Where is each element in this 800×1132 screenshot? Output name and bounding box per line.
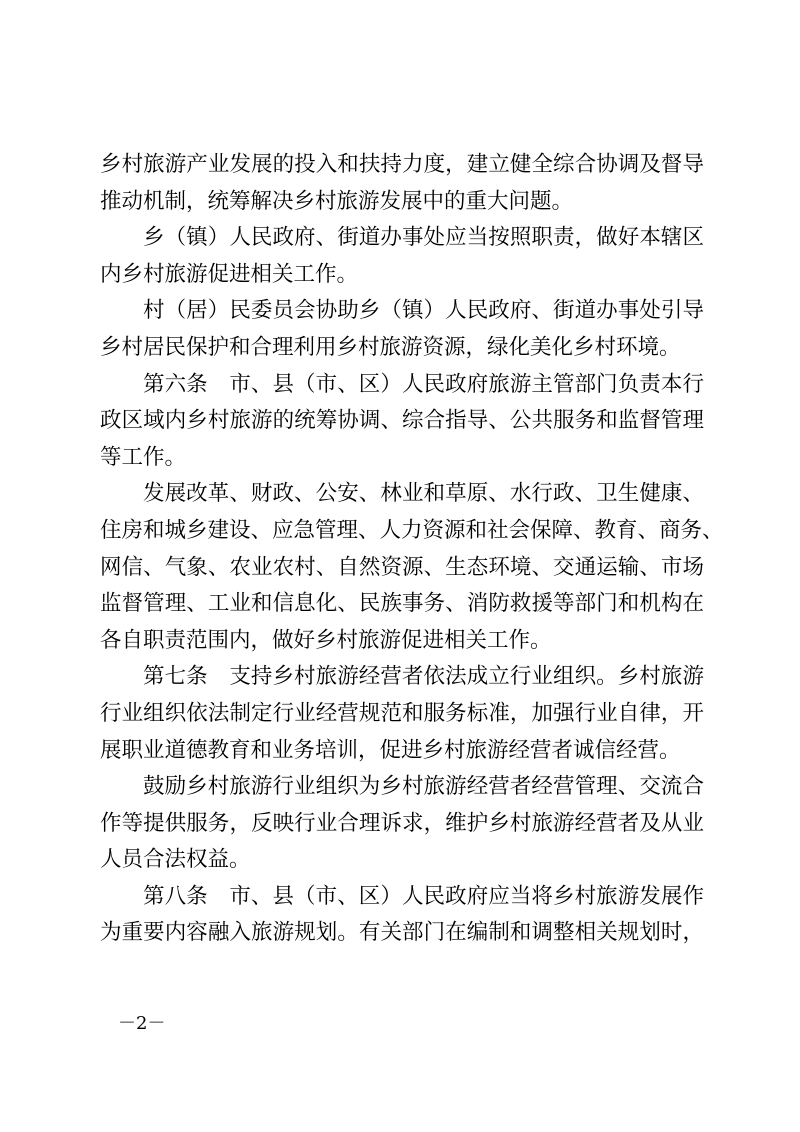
text-line: 政区域内乡村旅游的统筹协调、综合指导、公共服务和监督管理 [100, 408, 704, 434]
text-line: 展职业道德教育和业务培训，促进乡村旅游经营者诚信经营。 [100, 737, 681, 763]
text-line: 住房和城乡建设、应急管理、人力资源和社会保障、教育、商务、 [100, 517, 724, 543]
text-line: 作等提供服务，反映行业合理诉求，维护乡村旅游经营者及从业 [100, 810, 704, 836]
article-heading-line: 第六条 市、县（市、区）人民政府旅游主管部门负责本行 [143, 371, 704, 397]
paragraph-start-line: 村（居）民委员会协助乡（镇）人民政府、街道办事处引导 [143, 298, 704, 324]
text-line: 为重要内容融入旅游规划。有关部门在编制和调整相关规划时， [100, 920, 704, 946]
text-line: 内乡村旅游促进相关工作。 [100, 261, 359, 287]
text-line: 乡村居民保护和合理利用乡村旅游资源，绿化美化乡村环境。 [100, 334, 681, 360]
text-line: 等工作。 [100, 444, 187, 470]
text-line: 人员合法权益。 [100, 847, 251, 873]
page-number: －2－ [118, 1013, 166, 1034]
article-heading-line: 第八条 市、县（市、区）人民政府应当将乡村旅游发展作 [143, 883, 704, 909]
paragraph-start-line: 鼓励乡村旅游行业组织为乡村旅游经营者经营管理、交流合 [143, 774, 704, 800]
text-line: 行业组织依法制定行业经营规范和服务标准，加强行业自律，开 [100, 700, 704, 726]
article-heading-line: 第七条 支持乡村旅游经营者依法成立行业组织。乡村旅游 [143, 664, 704, 690]
body-text [100, 147, 724, 952]
text-line: 各自职责范围内，做好乡村旅游促进相关工作。 [100, 627, 552, 653]
text-line: 监督管理、工业和信息化、民族事务、消防救援等部门和机构在 [100, 591, 704, 617]
paragraph-start-line: 发展改革、财政、公安、林业和草原、水行政、卫生健康、 [143, 481, 704, 507]
text-line: 乡村旅游产业发展的投入和扶持力度，建立健全综合协调及督导 [100, 152, 704, 177]
text-line: 网信、气象、农业农村、自然资源、生态环境、交通运输、市场 [100, 554, 704, 580]
text-line: 推动机制，统筹解决乡村旅游发展中的重大问题。 [100, 188, 574, 214]
paragraph-start-line: 乡（镇）人民政府、街道办事处应当按照职责，做好本辖区 [143, 225, 704, 251]
